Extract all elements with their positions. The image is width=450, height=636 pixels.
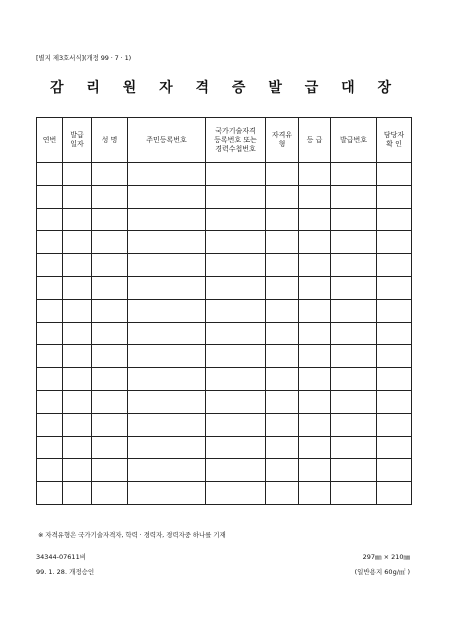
table-row (37, 299, 412, 322)
approval-date: 99. 1. 28. 개정승인 (36, 568, 95, 576)
table-cell (37, 390, 63, 413)
table-cell (266, 231, 299, 254)
table-cell (37, 276, 63, 299)
table-cell (331, 459, 377, 482)
certificate-issuance-ledger-table (36, 117, 412, 505)
table-cell (299, 459, 331, 482)
table-cell (128, 436, 206, 459)
table-cell (377, 276, 412, 299)
table-cell (331, 345, 377, 368)
table-cell (37, 322, 63, 345)
table-cell (206, 254, 266, 277)
table-cell (331, 482, 377, 505)
table-cell (299, 436, 331, 459)
table-cell (128, 185, 206, 208)
table-cell (37, 254, 63, 277)
table-cell (92, 163, 128, 186)
table-cell (377, 390, 412, 413)
table-cell (92, 413, 128, 436)
table-cell (266, 254, 299, 277)
table-cell (299, 322, 331, 345)
table-cell (92, 459, 128, 482)
table-cell (377, 345, 412, 368)
table-cell (206, 208, 266, 231)
table-cell (331, 299, 377, 322)
table-cell (92, 390, 128, 413)
table-row (37, 322, 412, 345)
table-cell (377, 368, 412, 391)
table-cell (331, 368, 377, 391)
table-row (37, 390, 412, 413)
table-cell (206, 345, 266, 368)
header-qualification-type: 자격유 형 (266, 118, 299, 163)
table-cell (266, 322, 299, 345)
table-cell (63, 482, 92, 505)
header-qualification-registration-number: 국가기술자격 등록번호 또는 경력수첩번호 (206, 118, 266, 163)
table-cell (206, 185, 266, 208)
table-cell (92, 345, 128, 368)
table-cell (331, 276, 377, 299)
table-row (37, 254, 412, 277)
table-cell (63, 276, 92, 299)
table-cell (377, 163, 412, 186)
table-cell (206, 299, 266, 322)
table-cell (331, 413, 377, 436)
table-cell (128, 482, 206, 505)
table-row (37, 345, 412, 368)
table-cell (63, 436, 92, 459)
table-cell (128, 299, 206, 322)
table-cell (377, 185, 412, 208)
table-cell (266, 390, 299, 413)
table-row (37, 163, 412, 186)
table-cell (206, 163, 266, 186)
table-cell (128, 413, 206, 436)
table-cell (92, 231, 128, 254)
table-cell (63, 368, 92, 391)
table-cell (92, 436, 128, 459)
table-cell (377, 254, 412, 277)
table-cell (266, 482, 299, 505)
table-row (37, 208, 412, 231)
table-row (37, 185, 412, 208)
table-cell (299, 345, 331, 368)
table-cell (331, 185, 377, 208)
header-resident-registration-number: 주민등록번호 (128, 118, 206, 163)
table-cell (266, 208, 299, 231)
table-cell (206, 413, 266, 436)
table-cell (37, 482, 63, 505)
table-cell (299, 299, 331, 322)
table-cell (331, 208, 377, 231)
header-officer-confirmation: 담당자 확 인 (377, 118, 412, 163)
table-cell (63, 208, 92, 231)
table-cell (299, 231, 331, 254)
table-cell (331, 322, 377, 345)
header-issue-date: 발급 일자 (63, 118, 92, 163)
table-row (37, 276, 412, 299)
table-cell (299, 482, 331, 505)
table-cell (128, 390, 206, 413)
table-cell (128, 163, 206, 186)
header-grade: 등 급 (299, 118, 331, 163)
table-row (37, 459, 412, 482)
table-cell (266, 459, 299, 482)
table-cell (377, 322, 412, 345)
table-cell (92, 322, 128, 345)
table-cell (206, 322, 266, 345)
paper-size: 297㎜ × 210㎜ (362, 553, 410, 561)
table-cell (377, 459, 412, 482)
table-cell (299, 185, 331, 208)
form-code: 34344-07611비 (36, 553, 86, 561)
table-cell (37, 345, 63, 368)
table-cell (266, 345, 299, 368)
table-cell (92, 254, 128, 277)
table-cell (63, 390, 92, 413)
table-cell (206, 459, 266, 482)
header-name: 성 명 (92, 118, 128, 163)
header-issue-number: 발급번호 (331, 118, 377, 163)
table-cell (331, 163, 377, 186)
table-cell (63, 254, 92, 277)
table-cell (331, 390, 377, 413)
table-cell (128, 345, 206, 368)
table-row (37, 231, 412, 254)
table-cell (266, 185, 299, 208)
table-cell (37, 436, 63, 459)
table-cell (37, 368, 63, 391)
table-cell (266, 436, 299, 459)
footnote: ※ 자격유형은 국가기술자격자, 학력 · 경력자, 경력자중 하나를 기재 (38, 531, 226, 539)
table-cell (206, 276, 266, 299)
table-cell (206, 368, 266, 391)
table-cell (92, 208, 128, 231)
table-cell (37, 459, 63, 482)
table-cell (331, 436, 377, 459)
table-cell (37, 163, 63, 186)
table-cell (377, 413, 412, 436)
table-cell (266, 413, 299, 436)
table-cell (92, 482, 128, 505)
table-cell (266, 163, 299, 186)
table-cell (128, 322, 206, 345)
table-cell (63, 163, 92, 186)
table-cell (377, 436, 412, 459)
table-cell (63, 185, 92, 208)
table-row (37, 368, 412, 391)
table-cell (128, 276, 206, 299)
table-cell (63, 322, 92, 345)
table-cell (37, 208, 63, 231)
table-cell (266, 368, 299, 391)
table-cell (299, 163, 331, 186)
table-cell (37, 231, 63, 254)
table-cell (63, 345, 92, 368)
table-header-row (37, 118, 412, 163)
table-cell (128, 459, 206, 482)
table-cell (37, 299, 63, 322)
table-cell (299, 208, 331, 231)
document-title: 감 리 원 자 격 증 발 급 대 장 (49, 80, 401, 96)
table-cell (331, 254, 377, 277)
table-cell (206, 231, 266, 254)
table-cell (92, 299, 128, 322)
table-cell (377, 299, 412, 322)
table-cell (377, 231, 412, 254)
table-cell (266, 276, 299, 299)
table-cell (331, 231, 377, 254)
table-cell (299, 413, 331, 436)
table-cell (63, 413, 92, 436)
table-cell (63, 231, 92, 254)
table-cell (37, 413, 63, 436)
header-serial-number: 연번 (37, 118, 63, 163)
table-cell (206, 436, 266, 459)
table-cell (63, 459, 92, 482)
table-cell (63, 299, 92, 322)
table-cell (128, 254, 206, 277)
table-row (37, 436, 412, 459)
table-cell (92, 368, 128, 391)
table-cell (266, 299, 299, 322)
table-row (37, 482, 412, 505)
table-cell (299, 276, 331, 299)
table-body (37, 163, 412, 505)
table-cell (128, 231, 206, 254)
table-cell (206, 390, 266, 413)
table-cell (92, 185, 128, 208)
form-number: [별지 제3호서식](개정 99 · 7 · 1) (36, 54, 132, 62)
table-row (37, 413, 412, 436)
table-cell (37, 185, 63, 208)
table-cell (377, 482, 412, 505)
table-cell (377, 208, 412, 231)
paper-type: (일반용지 60g/㎡ ) (354, 568, 410, 576)
table-cell (206, 482, 266, 505)
table-cell (299, 368, 331, 391)
table-cell (128, 368, 206, 391)
table-cell (299, 390, 331, 413)
table-cell (128, 208, 206, 231)
table-cell (92, 276, 128, 299)
table-cell (299, 254, 331, 277)
